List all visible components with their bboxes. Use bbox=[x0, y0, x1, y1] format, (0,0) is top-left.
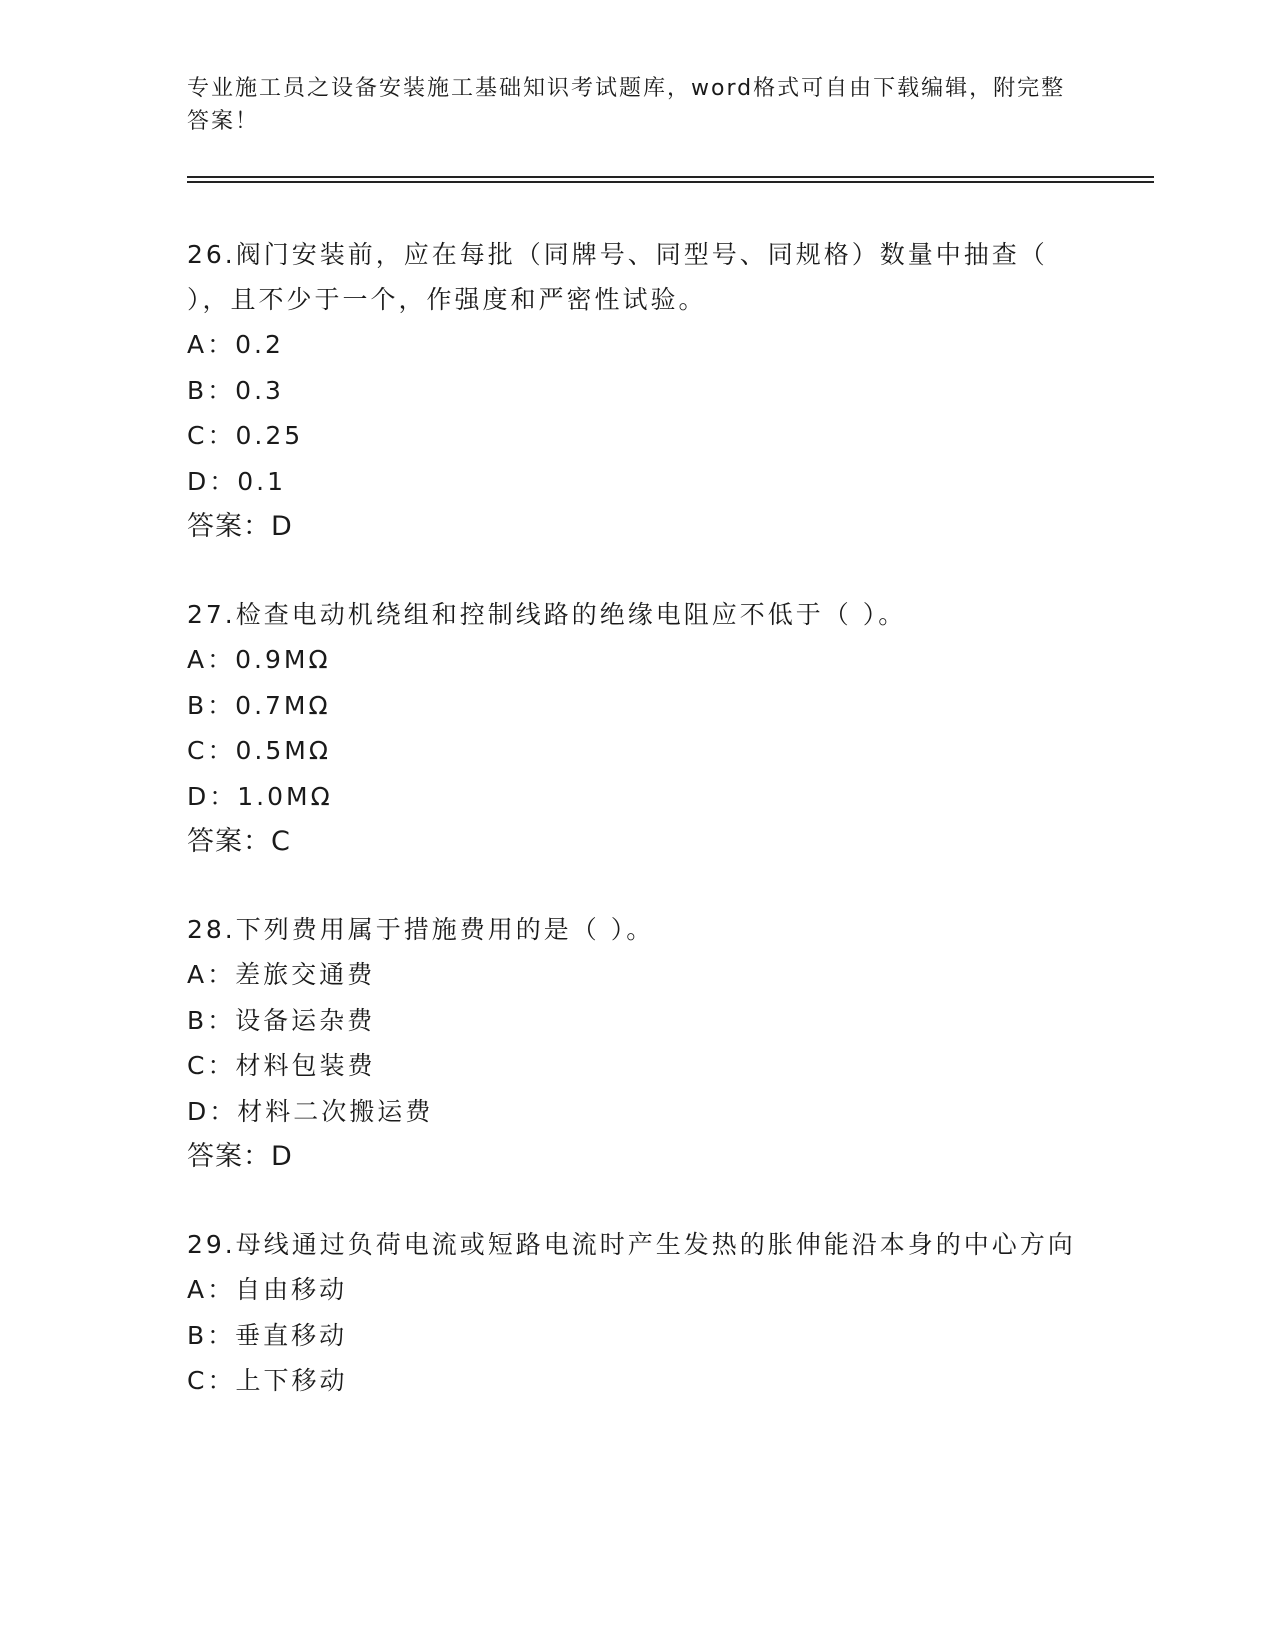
option-a bbox=[187, 637, 1087, 683]
option-d bbox=[187, 1089, 1087, 1135]
option-letter: C ： bbox=[187, 1051, 235, 1080]
option-letter: D ： bbox=[187, 467, 237, 496]
answer-label: 答案 ： bbox=[187, 1141, 271, 1172]
option-value: 0.3 bbox=[235, 375, 284, 405]
option-letter: C ： bbox=[187, 736, 235, 765]
answer-line bbox=[187, 1134, 1087, 1180]
option-letter: D ： bbox=[187, 1097, 237, 1126]
option-value: 材料包装费 bbox=[235, 1051, 376, 1080]
document-header: 专业施工员之设备安装施工基础知识考试题库，word格式可自由下载编辑，附完整答案！ bbox=[187, 76, 1066, 134]
option-b bbox=[187, 998, 1087, 1044]
answer-line bbox=[187, 504, 1087, 550]
option-b bbox=[187, 683, 1087, 729]
option-letter: B ： bbox=[187, 376, 235, 405]
option-value: 垂直移动 bbox=[235, 1320, 348, 1350]
option-letter: A ： bbox=[187, 960, 235, 989]
option-letter: C ： bbox=[187, 1366, 235, 1395]
option-value: 差旅交通费 bbox=[235, 960, 376, 989]
option-letter: B ： bbox=[187, 1006, 235, 1035]
question-27 bbox=[187, 592, 1087, 865]
option-letter: B ： bbox=[187, 1321, 235, 1350]
header-divider-bottom bbox=[187, 181, 1154, 183]
answer-label: 答案 ： bbox=[187, 511, 271, 542]
option-c bbox=[187, 1043, 1087, 1089]
option-value: 0.5MΩ bbox=[235, 736, 331, 765]
answer-line bbox=[187, 819, 1087, 865]
option-letter: A ： bbox=[187, 1275, 235, 1304]
option-d bbox=[187, 774, 1087, 820]
option-letter: A ： bbox=[187, 330, 235, 359]
option-value: 0.7MΩ bbox=[235, 690, 331, 720]
option-d bbox=[187, 459, 1087, 505]
question-26 bbox=[187, 232, 1087, 550]
header-divider-top bbox=[187, 176, 1154, 178]
option-value: 自由移动 bbox=[235, 1275, 348, 1304]
question-29 bbox=[187, 1222, 1087, 1404]
option-value: 0.1 bbox=[237, 466, 287, 496]
answer-value: D bbox=[271, 1141, 293, 1172]
option-c bbox=[187, 1358, 1087, 1404]
question-text: 27.检查电动机绕组和控制线路的绝缘电阻应不低于（ ）。 bbox=[187, 600, 907, 629]
question-list bbox=[187, 232, 1087, 1446]
option-value: 设备运杂费 bbox=[235, 1005, 376, 1035]
option-value: 0.25 bbox=[235, 421, 304, 450]
option-a bbox=[187, 1267, 1087, 1313]
option-letter: D ： bbox=[187, 782, 237, 811]
option-letter: C ： bbox=[187, 421, 235, 450]
question-text: 29.母线通过负荷电流或短路电流时产生发热的胀伸能沿本身的中心方向 bbox=[187, 1230, 1076, 1259]
option-value: 0.9MΩ bbox=[235, 645, 331, 674]
question-text: 28.下列费用属于措施费用的是（ ）。 bbox=[187, 915, 655, 944]
option-b bbox=[187, 368, 1087, 414]
option-letter: A ： bbox=[187, 645, 235, 674]
option-value: 0.2 bbox=[235, 330, 284, 359]
option-c bbox=[187, 728, 1087, 774]
option-value: 1.0MΩ bbox=[237, 781, 333, 811]
option-c bbox=[187, 413, 1087, 459]
question-28 bbox=[187, 907, 1087, 1180]
option-letter: B ： bbox=[187, 691, 235, 720]
question-text: 26.阀门安装前，应在每批（同牌号、同型号、同规格）数量中抽查（ ），且不少于一个，作强度和严密性试验。 bbox=[187, 240, 1048, 314]
answer-label: 答案 ： bbox=[187, 826, 271, 857]
option-value: 上下移动 bbox=[235, 1366, 348, 1395]
option-value: 材料二次搬运费 bbox=[237, 1096, 434, 1126]
answer-value: C bbox=[271, 826, 291, 857]
option-a bbox=[187, 322, 1087, 368]
answer-value: D bbox=[271, 511, 293, 542]
option-b bbox=[187, 1313, 1087, 1359]
option-a bbox=[187, 952, 1087, 998]
